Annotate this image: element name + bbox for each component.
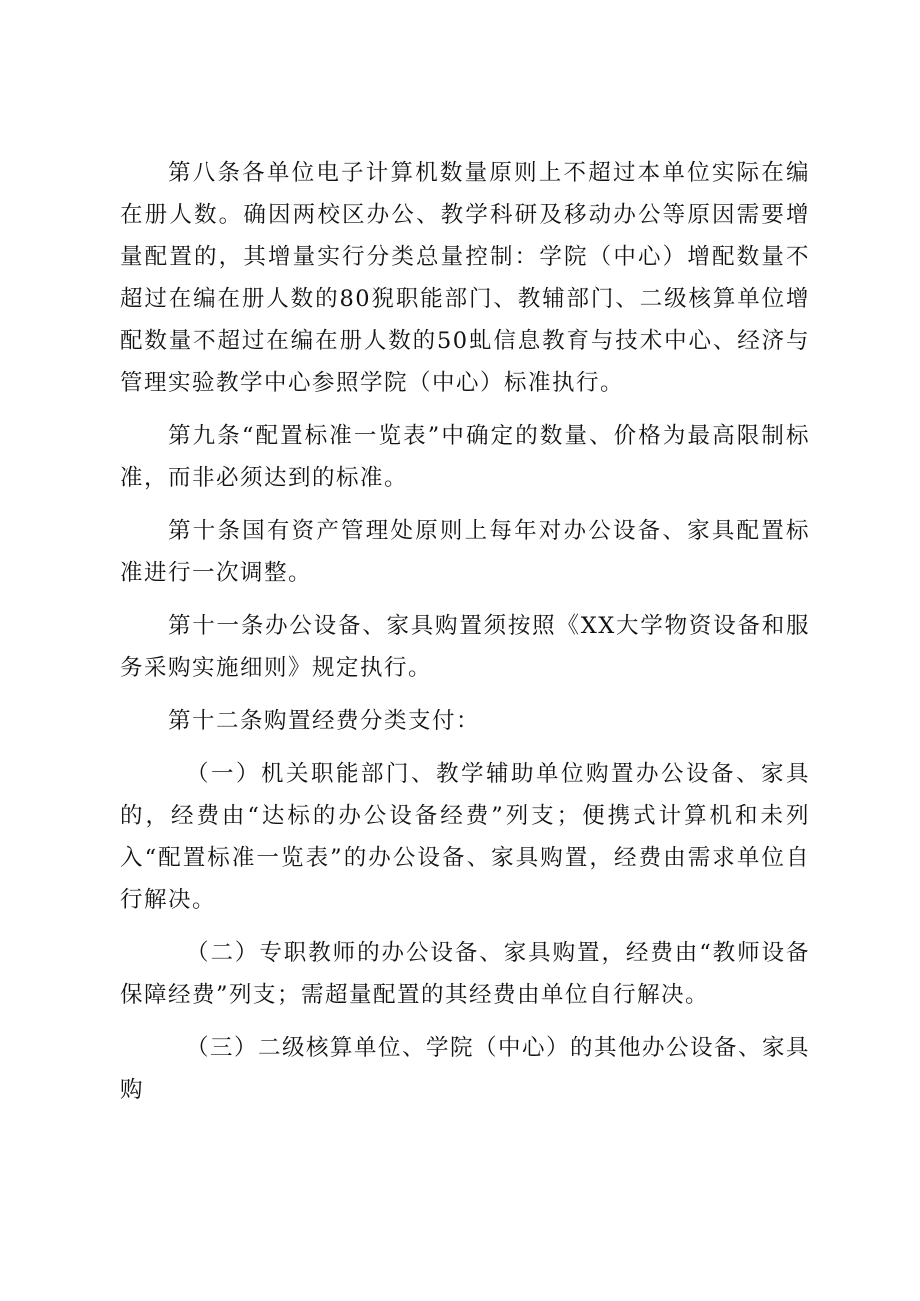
paragraph-item-3: （三）二级核算单位、学院（中心）的其他办公设备、家具购 bbox=[120, 1035, 811, 1103]
paragraph-article-8: 第八条各单位电子计算机数量原则上不超过本单位实际在编在册人数。确因两校区办公、教学科研及移动办公等原因需要增量配置的，其增量实行分类总量控制：学院（中心）增配数量不超过在编在册人数的80猊职能部门、教辅部门、二级核算单位增配数量不超过在编在册人数的50虬信息教育与技术中心、经济与管理实验教学中心参照学院（中心）标准执行。 bbox=[120, 160, 810, 396]
paragraph-article-9: 第九条“配置标准一览表”中确定的数量、价格为最高限制标准，而非必须达到的标准。 bbox=[120, 423, 810, 491]
paragraph-item-1: （一）机关职能部门、教学辅助单位购置办公设备、家具的，经费由“达标的办公设备经费”列支；便携式计算机和未列入“配置标准一览表”的办公设备、家具购置，经费由需求单位自行解决。 bbox=[120, 761, 810, 913]
document-page bbox=[120, 152, 810, 1111]
paragraph-article-12: 第十二条购置经费分类支付： bbox=[168, 708, 481, 734]
paragraph-item-2: （二）专职教师的办公设备、家具购置，经费由“教师设备保障经费”列支；需超量配置的其经费由单位自行解决。 bbox=[120, 940, 810, 1008]
paragraph-article-10: 第十条国有资产管理处原则上每年对办公设备、家具配置标准进行一次调整。 bbox=[120, 518, 810, 586]
paragraph-article-11: 第十一条办公设备、家具购置须按照《XX大学物资设备和服务采购实施细则》规定执行。 bbox=[120, 613, 810, 681]
